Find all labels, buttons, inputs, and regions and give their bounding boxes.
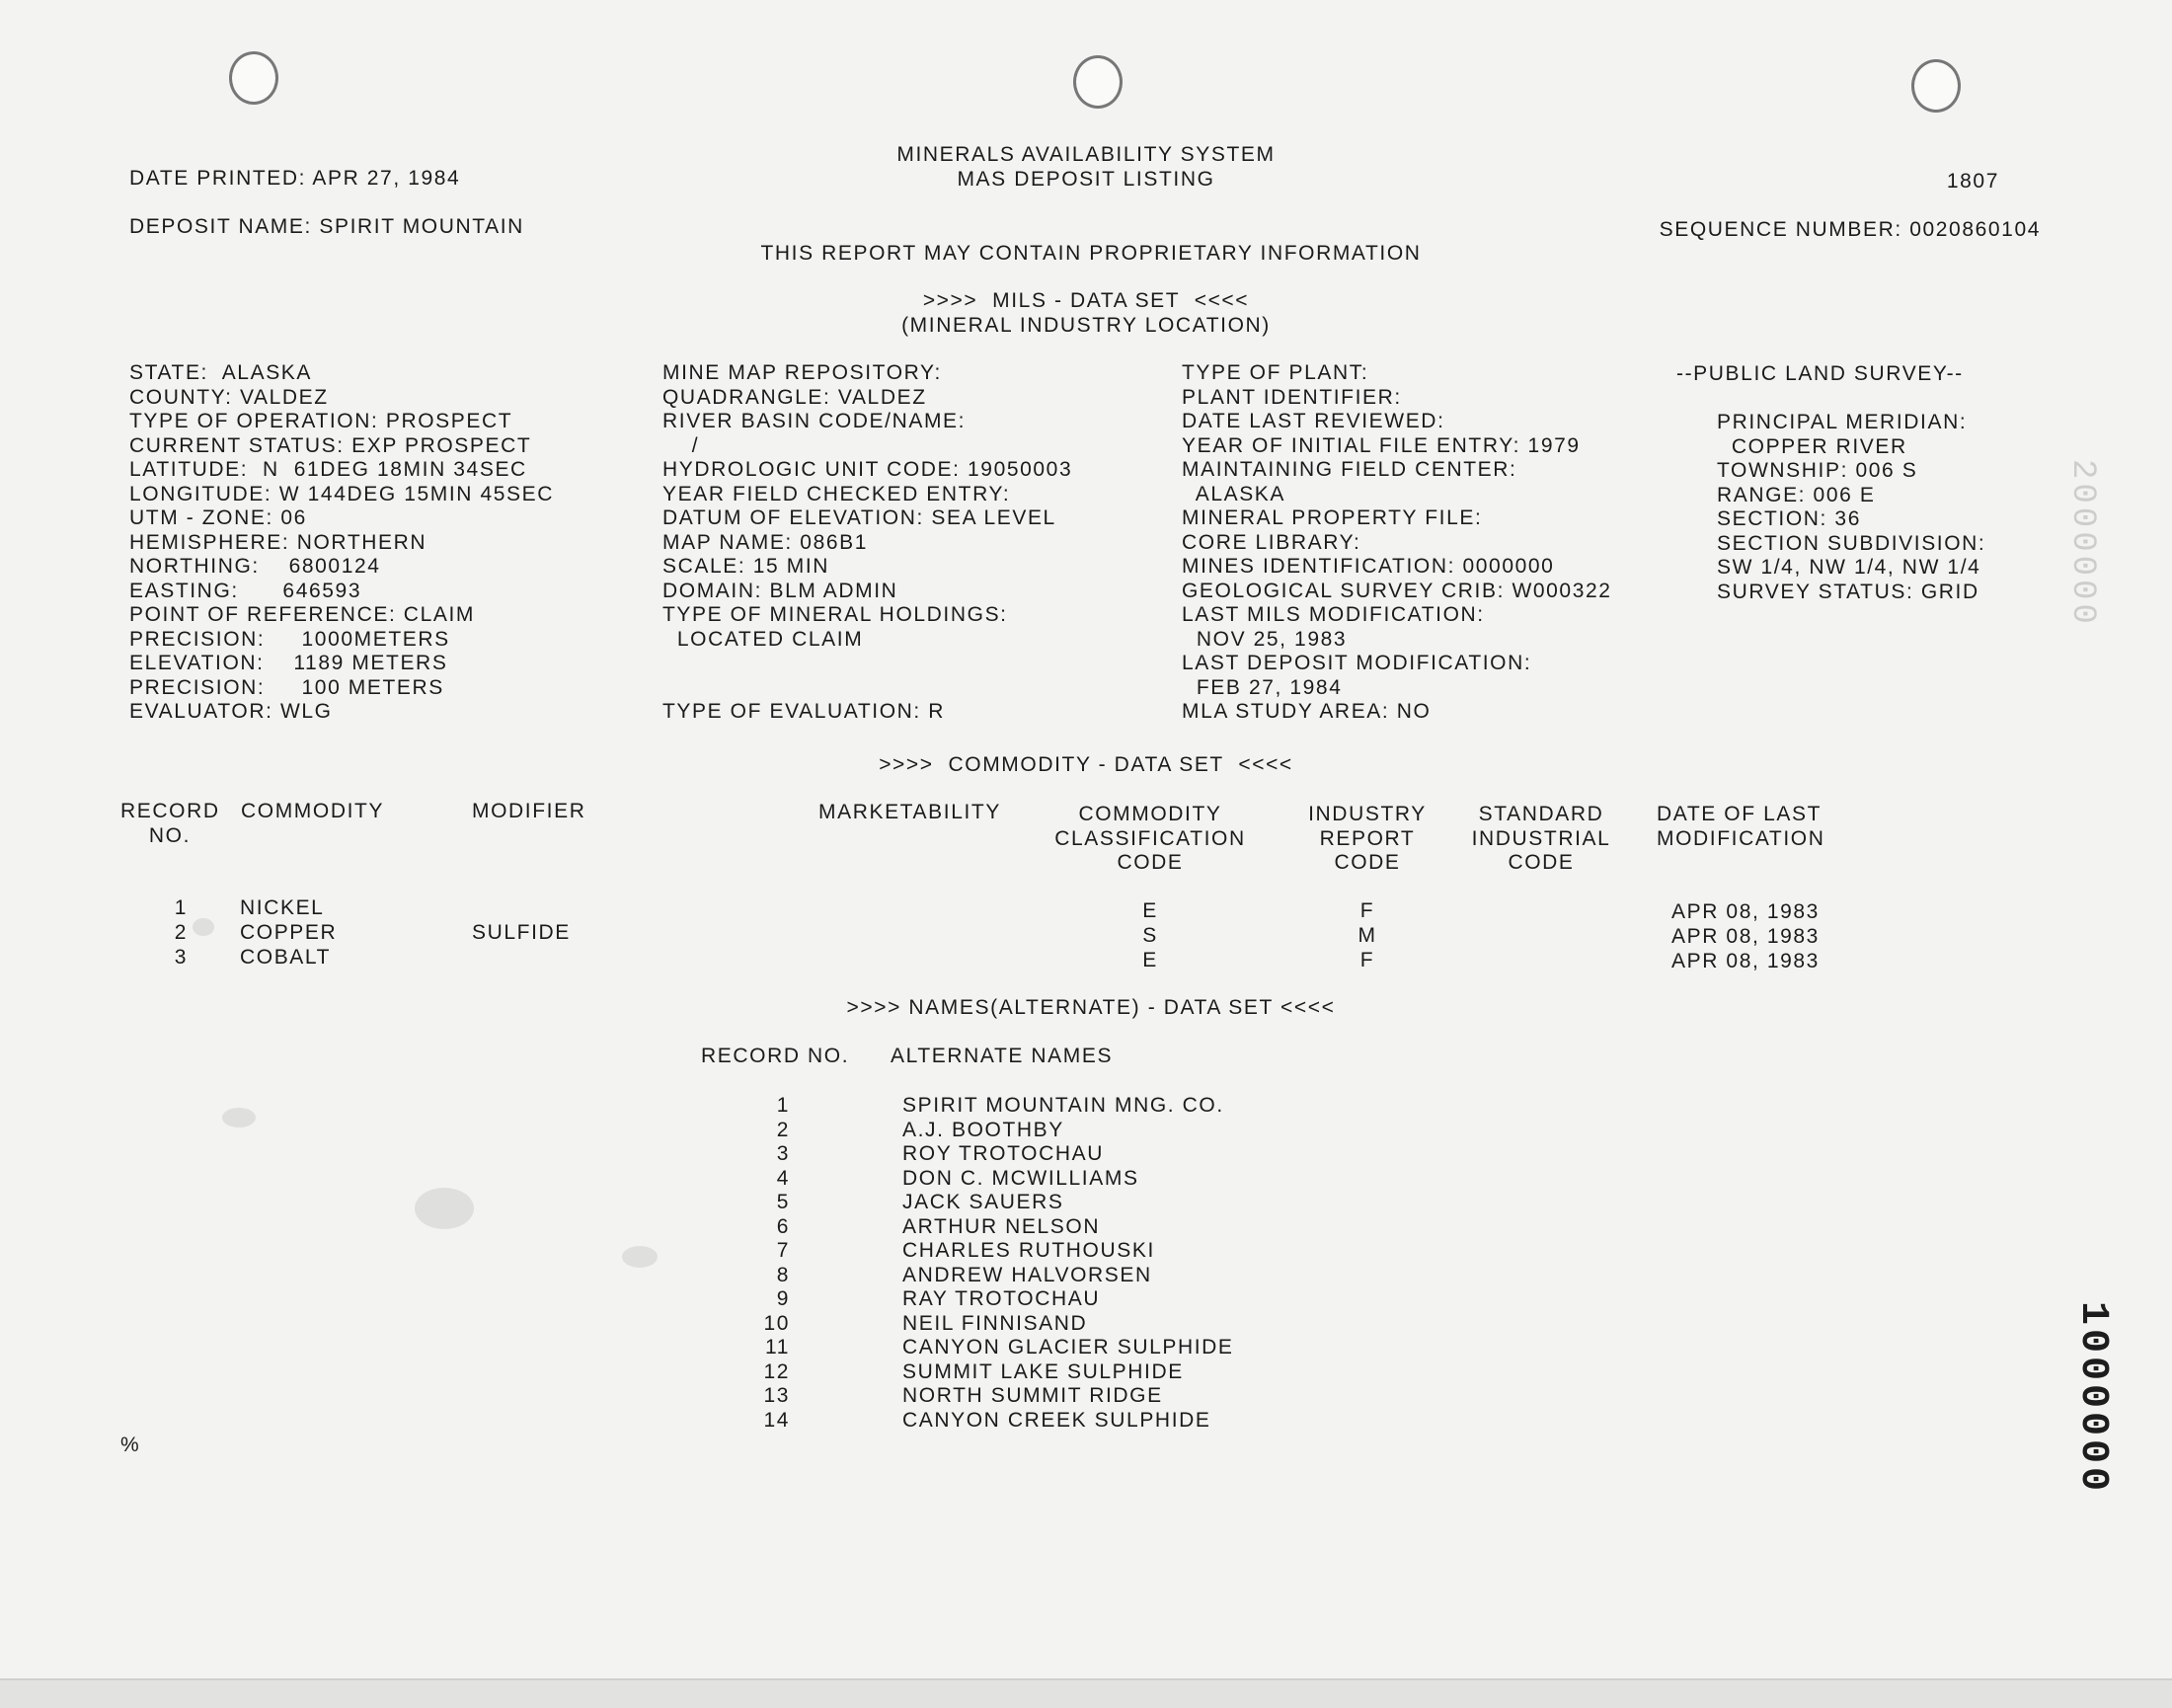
alternate-name: SPIRIT MOUNTAIN MNG. CO. [902, 1094, 1224, 1117]
field-last-deposit-modification-value: FEB 27, 1984 [1182, 675, 1343, 699]
field-precision: PRECISION: 1000METERS [129, 627, 450, 651]
name-row-no: 9 [776, 1287, 790, 1310]
header-line: INDUSTRY [1308, 803, 1427, 825]
listing-title: MAS DEPOSIT LISTING [957, 168, 1215, 191]
header-line: COMMODITY [1078, 803, 1222, 825]
field-northing: NORTHING: 6800124 [129, 555, 381, 578]
ink-smudge [415, 1188, 474, 1229]
header-line: REPORT [1319, 826, 1416, 850]
alternate-name: ANDREW HALVORSEN [902, 1263, 1152, 1286]
alternate-name: ARTHUR NELSON [902, 1214, 1101, 1238]
alternate-name: JACK SAUERS [902, 1191, 1064, 1213]
field-type-of-evaluation: TYPE OF EVALUATION: R [662, 700, 946, 723]
field-year-field-checked: YEAR FIELD CHECKED ENTRY: [662, 482, 1011, 505]
commodity-row-industry: F [1359, 899, 1375, 922]
field-mineral-holdings-value: LOCATED CLAIM [662, 627, 864, 651]
field-longitude: LONGITUDE: W 144DEG 15MIN 45SEC [129, 482, 555, 505]
alternate-name: CHARLES RUTHOUSKI [902, 1239, 1155, 1262]
commodity-row-name: NICKEL [240, 896, 325, 919]
commodity-row-date: APR 08, 1983 [1671, 900, 1820, 923]
field-point-of-reference: POINT OF REFERENCE: CLAIM [129, 603, 475, 626]
name-row-no: 7 [776, 1239, 790, 1262]
field-mines-identification: MINES IDENTIFICATION: 0000000 [1182, 555, 1555, 578]
header-line: RECORD [120, 800, 220, 822]
ink-smudge [222, 1108, 256, 1127]
field-principal-meridian-value: COPPER RIVER [1717, 434, 1907, 458]
binder-hole-right [1911, 59, 1961, 113]
field-mineral-holdings: TYPE OF MINERAL HOLDINGS: [662, 603, 1008, 626]
field-type-of-plant: TYPE OF PLANT: [1182, 361, 1369, 384]
header-line: CODE [1508, 851, 1575, 874]
header-line: DATE OF LAST [1657, 803, 1822, 825]
names-list-column [902, 1094, 1234, 1433]
system-title: MINERALS AVAILABILITY SYSTEM [896, 143, 1276, 166]
scanner-bed-edge [0, 1678, 2172, 1708]
mils-location-column [129, 361, 554, 725]
field-survey-status: SURVEY STATUS: GRID [1717, 580, 1979, 603]
field-section-subdivision-value: SW 1/4, NW 1/4, NW 1/4 [1717, 556, 1981, 579]
page-number: 1807 [1946, 170, 1999, 193]
commodity-row-name: COPPER [240, 921, 338, 944]
blank-line [662, 652, 1072, 676]
name-row-no: 14 [763, 1408, 790, 1432]
field-range: RANGE: 006 E [1717, 483, 1876, 506]
names-header-alternate-names: ALTERNATE NAMES [891, 1045, 1114, 1067]
alternate-name: SUMMIT LAKE SULPHIDE [902, 1359, 1184, 1383]
field-last-mils-modification: LAST MILS MODIFICATION: [1182, 603, 1485, 626]
name-row-no: 3 [776, 1142, 790, 1165]
field-latitude: LATITUDE: N 61DEG 18MIN 34SEC [129, 458, 527, 481]
commodity-row-classification: E [1142, 949, 1158, 971]
field-section-subdivision: SECTION SUBDIVISION: [1717, 531, 1986, 555]
field-elevation: ELEVATION: 1189 METERS [129, 652, 448, 674]
faint-number-stamp: 2000000 [2063, 459, 2101, 628]
commodity-row-no: 2 [174, 921, 188, 944]
name-row-no: 2 [776, 1118, 790, 1141]
field-mine-map-repository: MINE MAP REPOSITORY: [662, 361, 942, 384]
field-plant-identifier: PLANT IDENTIFIER: [1182, 385, 1402, 409]
field-map-name: MAP NAME: 086B1 [662, 530, 869, 554]
proprietary-notice: THIS REPORT MAY CONTAIN PROPRIETARY INFORMATION [760, 242, 1422, 265]
commodity-row-date: APR 08, 1983 [1671, 950, 1820, 972]
name-row-no: 8 [776, 1263, 790, 1286]
binder-hole-center [1073, 55, 1123, 109]
name-row-no: 4 [776, 1166, 790, 1190]
field-scale: SCALE: 15 MIN [662, 555, 830, 578]
commodity-row-date: APR 08, 1983 [1671, 925, 1820, 948]
deposit-name: DEPOSIT NAME: SPIRIT MOUNTAIN [129, 215, 524, 238]
header-standard-industrial-code [1457, 803, 1625, 876]
name-row-no: 12 [763, 1359, 790, 1383]
name-row-no: 11 [765, 1336, 790, 1359]
commodity-row-industry: M [1358, 924, 1377, 947]
commodity-row-classification: E [1142, 899, 1158, 922]
name-row-no: 10 [763, 1311, 790, 1335]
alternate-name: NEIL FINNISAND [902, 1311, 1088, 1335]
alternate-name: NORTH SUMMIT RIDGE [902, 1384, 1163, 1407]
field-operation-type: TYPE OF OPERATION: PROSPECT [129, 410, 513, 432]
header-modifier: MODIFIER [472, 800, 586, 822]
header-marketability: MARKETABILITY [818, 801, 1001, 823]
name-row-no: 1 [776, 1094, 790, 1117]
field-river-basin: RIVER BASIN CODE/NAME: [662, 410, 967, 432]
field-current-status: CURRENT STATUS: EXP PROSPECT [129, 433, 532, 457]
header-line: CODE [1117, 851, 1184, 874]
field-hemisphere: HEMISPHERE: NORTHERN [129, 530, 427, 554]
alternate-name: ROY TROTOCHAU [902, 1142, 1104, 1165]
alternate-name: CANYON CREEK SULPHIDE [902, 1408, 1211, 1432]
field-elevation-precision: PRECISION: 100 METERS [129, 675, 444, 699]
alternate-name: DON C. MCWILLIAMS [902, 1166, 1139, 1190]
header-line: MODIFICATION [1657, 826, 1825, 850]
header-commodity: COMMODITY [241, 800, 385, 822]
mils-section-subtitle: (MINERAL INDUSTRY LOCATION) [901, 314, 1271, 337]
name-row-no: 6 [776, 1214, 790, 1238]
public-land-survey-column [1717, 411, 1985, 604]
commodity-row-classification: S [1142, 924, 1158, 947]
header-line: NO. [148, 823, 192, 847]
mils-section-title: >>>> MILS - DATA SET <<<< [922, 289, 1250, 312]
field-county: COUNTY: VALDEZ [129, 385, 329, 409]
names-section-title: >>>> NAMES(ALTERNATE) - DATA SET <<<< [846, 996, 1336, 1019]
header-line: CLASSIFICATION [1054, 826, 1246, 850]
header-classification-code [1051, 803, 1249, 876]
blank-line [662, 676, 1072, 701]
field-last-deposit-modification: LAST DEPOSIT MODIFICATION: [1182, 652, 1532, 674]
field-geological-survey-crib: GEOLOGICAL SURVEY CRIB: W000322 [1182, 579, 1612, 602]
sequence-number: SEQUENCE NUMBER: 0020860104 [1659, 218, 2041, 241]
field-domain: DOMAIN: BLM ADMIN [662, 579, 898, 602]
commodity-row-no: 3 [174, 946, 188, 969]
field-last-mils-modification-value: NOV 25, 1983 [1182, 627, 1348, 651]
field-core-library: CORE LIBRARY: [1182, 530, 1361, 554]
mils-plant-column [1182, 361, 1612, 725]
header-line: CODE [1334, 851, 1401, 874]
field-year-initial-entry: YEAR OF INITIAL FILE ENTRY: 1979 [1182, 433, 1581, 457]
date-printed: DATE PRINTED: APR 27, 1984 [129, 167, 461, 190]
field-principal-meridian: PRINCIPAL MERIDIAN: [1717, 411, 1968, 433]
field-state: STATE: ALASKA [129, 361, 313, 384]
field-mla-study-area: MLA STUDY AREA: NO [1182, 700, 1432, 723]
field-date-last-reviewed: DATE LAST REVIEWED: [1182, 410, 1445, 432]
alternate-name: RAY TROTOCHAU [902, 1287, 1101, 1310]
field-evaluator: EVALUATOR: WLG [129, 700, 333, 723]
field-easting: EASTING: 646593 [129, 579, 362, 602]
commodity-row-no: 1 [174, 896, 188, 919]
field-section: SECTION: 36 [1717, 507, 1861, 530]
field-mineral-property-file: MINERAL PROPERTY FILE: [1182, 506, 1483, 529]
header-record-no [120, 800, 219, 848]
field-township: TOWNSHIP: 006 S [1717, 459, 1918, 482]
commodity-row-name: COBALT [240, 946, 332, 969]
ink-smudge [193, 918, 214, 936]
field-maintaining-center: MAINTAINING FIELD CENTER: [1182, 458, 1517, 481]
header-industry-report-code [1293, 803, 1441, 876]
alternate-name: CANYON GLACIER SULPHIDE [902, 1336, 1234, 1359]
header-line: INDUSTRIAL [1471, 826, 1611, 850]
bold-number-stamp: 1000000 [2070, 1301, 2115, 1496]
ink-smudge [622, 1246, 658, 1268]
commodity-section-title: >>>> COMMODITY - DATA SET <<<< [879, 753, 1293, 776]
name-row-no: 5 [776, 1191, 790, 1213]
names-header-record-no: RECORD NO. [701, 1045, 850, 1067]
name-row-no: 13 [763, 1384, 790, 1407]
header-date-of-last-modification [1657, 803, 1824, 851]
field-maintaining-center-value: ALASKA [1182, 482, 1286, 505]
field-datum-of-elevation: DATUM OF ELEVATION: SEA LEVEL [662, 506, 1056, 529]
field-utm-zone: UTM - ZONE: 06 [129, 506, 307, 529]
percent-mark: % [120, 1434, 141, 1456]
mils-map-column [662, 361, 1072, 725]
alternate-name: A.J. BOOTHBY [902, 1118, 1064, 1141]
commodity-row-industry: F [1359, 949, 1375, 971]
field-quadrangle: QUADRANGLE: VALDEZ [662, 385, 927, 409]
binder-hole-left [229, 51, 278, 105]
public-land-survey-title: --PUBLIC LAND SURVEY-- [1676, 362, 1964, 385]
field-hydrologic-unit: HYDROLOGIC UNIT CODE: 19050003 [662, 458, 1073, 481]
names-number-column [731, 1094, 790, 1433]
field-river-basin-value: / [662, 433, 700, 457]
commodity-row-modifier: SULFIDE [472, 921, 571, 944]
header-line: STANDARD [1478, 803, 1604, 825]
